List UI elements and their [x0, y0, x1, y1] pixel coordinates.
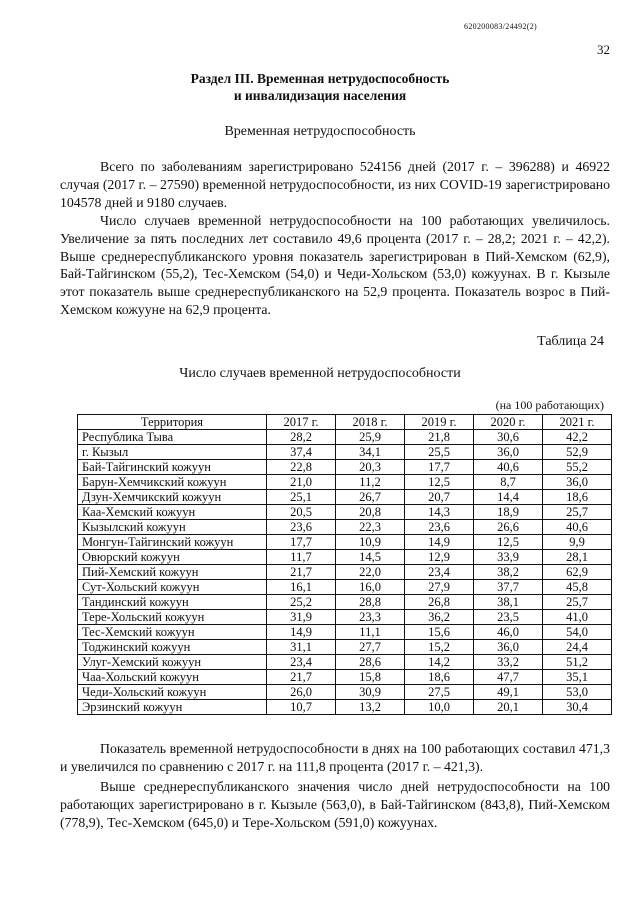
- table-row: [78, 610, 612, 625]
- value-cell: 23,4: [267, 655, 336, 670]
- territory-cell: Тоджинский кожуун: [78, 640, 267, 655]
- value-cell: 38,2: [474, 565, 543, 580]
- value-cell: 16,0: [336, 580, 405, 595]
- table-header-row: [78, 415, 612, 430]
- table-row: [78, 505, 612, 520]
- value-cell: 11,2: [336, 475, 405, 490]
- table-row: [78, 625, 612, 640]
- value-cell: 14,2: [405, 655, 474, 670]
- value-cell: 40,6: [474, 460, 543, 475]
- value-cell: 15,8: [336, 670, 405, 685]
- value-cell: 26,7: [336, 490, 405, 505]
- value-cell: 22,8: [267, 460, 336, 475]
- value-cell: 30,6: [474, 430, 543, 445]
- territory-cell: Каа-Хемский кожуун: [78, 505, 267, 520]
- page-number: 32: [597, 42, 610, 57]
- value-cell: 12,5: [474, 535, 543, 550]
- value-cell: 30,4: [543, 700, 612, 715]
- value-cell: 27,9: [405, 580, 474, 595]
- paragraph-days-indicator: Показатель временной нетрудоспособности в днях на 100 работающих составил 471,3 и увеличился по сравнению с 2017 г. на 111,8 процента (2017 г. – 421,3).: [60, 741, 610, 774]
- header-year: 2017 г.: [267, 415, 336, 430]
- value-cell: 41,0: [543, 610, 612, 625]
- table-row: [78, 535, 612, 550]
- section-title: [0, 70, 640, 104]
- value-cell: 31,1: [267, 640, 336, 655]
- value-cell: 23,5: [474, 610, 543, 625]
- value-cell: 23,6: [405, 520, 474, 535]
- value-cell: 14,9: [267, 625, 336, 640]
- value-cell: 25,2: [267, 595, 336, 610]
- territory-cell: Овюрский кожуун: [78, 550, 267, 565]
- value-cell: 21,8: [405, 430, 474, 445]
- territory-cell: Эрзинский кожуун: [78, 700, 267, 715]
- section-title-line-2: и инвалидизация населения: [233, 88, 407, 103]
- value-cell: 25,7: [543, 505, 612, 520]
- territory-cell: Тере-Хольский кожуун: [78, 610, 267, 625]
- territory-cell: Тес-Хемский кожуун: [78, 625, 267, 640]
- value-cell: 25,1: [267, 490, 336, 505]
- value-cell: 14,3: [405, 505, 474, 520]
- value-cell: 27,7: [336, 640, 405, 655]
- subsection-title: Временная нетрудоспособность: [224, 124, 416, 139]
- value-cell: 23,3: [336, 610, 405, 625]
- value-cell: 49,1: [474, 685, 543, 700]
- value-cell: 24,4: [543, 640, 612, 655]
- value-cell: 11,7: [267, 550, 336, 565]
- value-cell: 21,7: [267, 670, 336, 685]
- value-cell: 13,2: [336, 700, 405, 715]
- header-year: 2019 г.: [405, 415, 474, 430]
- value-cell: 33,2: [474, 655, 543, 670]
- value-cell: 36,0: [474, 445, 543, 460]
- paragraph-days-above-average: Выше среднереспубликанского значения число дней нетрудоспособности на 100 работающих зарегистрировано в г. Кызыле (563,0), в Бай-Тайгинском (843,8), Пий-Хемском (778,9), Тес-Хемском (645,0) и Тере-Хольском (591,0) кожуунах.: [60, 779, 610, 830]
- value-cell: 34,1: [336, 445, 405, 460]
- value-cell: 16,1: [267, 580, 336, 595]
- value-cell: 26,6: [474, 520, 543, 535]
- value-cell: 31,9: [267, 610, 336, 625]
- territory-cell: Барун-Хемчикский кожуун: [78, 475, 267, 490]
- value-cell: 35,1: [543, 670, 612, 685]
- value-cell: 22,3: [336, 520, 405, 535]
- table-row: [78, 475, 612, 490]
- table-row: [78, 640, 612, 655]
- value-cell: 14,4: [474, 490, 543, 505]
- value-cell: 33,9: [474, 550, 543, 565]
- value-cell: 9,9: [543, 535, 612, 550]
- table-row: [78, 700, 612, 715]
- territory-cell: Бай-Тайгинский кожуун: [78, 460, 267, 475]
- value-cell: 21,7: [267, 565, 336, 580]
- paragraph-total-cases: Всего по заболеваниям зарегистрировано 524156 дней (2017 г. – 396288) и 46922 случая (2017 г. – 27590) временной нетрудоспособности, из них COVID-19 зарегистрировано 104578 дней и 9180 случаев.: [60, 159, 610, 210]
- value-cell: 53,0: [543, 685, 612, 700]
- table-units: (на 100 работающих): [495, 398, 604, 412]
- document-id: 620200083/24492(2): [464, 22, 537, 31]
- table-label: Таблица 24: [537, 334, 604, 349]
- section-title-line-1: Раздел III. Временная нетрудоспособность: [190, 71, 450, 86]
- value-cell: 28,1: [543, 550, 612, 565]
- header-territory: Территория: [78, 415, 267, 430]
- value-cell: 38,1: [474, 595, 543, 610]
- table-row: [78, 670, 612, 685]
- value-cell: 40,6: [543, 520, 612, 535]
- territory-cell: Кызылский кожуун: [78, 520, 267, 535]
- value-cell: 15,2: [405, 640, 474, 655]
- value-cell: 25,9: [336, 430, 405, 445]
- value-cell: 54,0: [543, 625, 612, 640]
- value-cell: 23,6: [267, 520, 336, 535]
- value-cell: 20,7: [405, 490, 474, 505]
- value-cell: 37,4: [267, 445, 336, 460]
- value-cell: 10,7: [267, 700, 336, 715]
- value-cell: 10,0: [405, 700, 474, 715]
- value-cell: 52,9: [543, 445, 612, 460]
- table-row: [78, 445, 612, 460]
- value-cell: 46,0: [474, 625, 543, 640]
- value-cell: 17,7: [267, 535, 336, 550]
- territory-cell: Пий-Хемский кожуун: [78, 565, 267, 580]
- territory-cell: Чаа-Хольский кожуун: [78, 670, 267, 685]
- value-cell: 20,3: [336, 460, 405, 475]
- value-cell: 51,2: [543, 655, 612, 670]
- table-row: [78, 520, 612, 535]
- value-cell: 28,6: [336, 655, 405, 670]
- cases-table: [77, 414, 612, 715]
- value-cell: 45,8: [543, 580, 612, 595]
- value-cell: 36,0: [543, 475, 612, 490]
- table-row: [78, 565, 612, 580]
- value-cell: 15,6: [405, 625, 474, 640]
- value-cell: 36,2: [405, 610, 474, 625]
- value-cell: 55,2: [543, 460, 612, 475]
- header-year: 2018 г.: [336, 415, 405, 430]
- table-caption: Число случаев временной нетрудоспособности: [179, 366, 461, 381]
- header-year: 2021 г.: [543, 415, 612, 430]
- territory-cell: Тандинский кожуун: [78, 595, 267, 610]
- value-cell: 23,4: [405, 565, 474, 580]
- value-cell: 17,7: [405, 460, 474, 475]
- value-cell: 14,9: [405, 535, 474, 550]
- value-cell: 42,2: [543, 430, 612, 445]
- territory-cell: Чеди-Хольский кожуун: [78, 685, 267, 700]
- value-cell: 18,9: [474, 505, 543, 520]
- value-cell: 22,0: [336, 565, 405, 580]
- value-cell: 25,7: [543, 595, 612, 610]
- table-row: [78, 430, 612, 445]
- table-body: [78, 430, 612, 715]
- value-cell: 28,8: [336, 595, 405, 610]
- value-cell: 36,0: [474, 640, 543, 655]
- value-cell: 27,5: [405, 685, 474, 700]
- value-cell: 26,0: [267, 685, 336, 700]
- value-cell: 47,7: [474, 670, 543, 685]
- table-row: [78, 655, 612, 670]
- territory-cell: Сут-Хольский кожуун: [78, 580, 267, 595]
- value-cell: 21,0: [267, 475, 336, 490]
- table-row: [78, 685, 612, 700]
- value-cell: 8,7: [474, 475, 543, 490]
- table-row: [78, 490, 612, 505]
- paragraph-cases-increase: Число случаев временной нетрудоспособности на 100 работающих увеличилось. Увеличение за пять последних лет составило 49,6 процента (2017 г. – 28,2; 2021 г. – 42,2). Выше среднереспубликанского уровня показатель зарегистрирован в Пий-Хемском (62,9), Бай-Тайгинском (55,2), Тес-Хемском (54,0) и Чеди-Хольском (53,0) кожуунах. В г. Кызыле этот показатель выше среднереспубликанского на 52,9 процента. Показатель возрос в Пий-Хемском кожууне на 62,9 процента.: [60, 213, 610, 317]
- value-cell: 30,9: [336, 685, 405, 700]
- value-cell: 10,9: [336, 535, 405, 550]
- value-cell: 14,5: [336, 550, 405, 565]
- value-cell: 18,6: [405, 670, 474, 685]
- value-cell: 37,7: [474, 580, 543, 595]
- value-cell: 18,6: [543, 490, 612, 505]
- value-cell: 26,8: [405, 595, 474, 610]
- table-row: [78, 550, 612, 565]
- value-cell: 20,1: [474, 700, 543, 715]
- value-cell: 11,1: [336, 625, 405, 640]
- territory-cell: Дзун-Хемчикский кожуун: [78, 490, 267, 505]
- value-cell: 12,5: [405, 475, 474, 490]
- value-cell: 25,5: [405, 445, 474, 460]
- value-cell: 28,2: [267, 430, 336, 445]
- value-cell: 12,9: [405, 550, 474, 565]
- value-cell: 62,9: [543, 565, 612, 580]
- value-cell: 20,5: [267, 505, 336, 520]
- table-row: [78, 595, 612, 610]
- territory-cell: г. Кызыл: [78, 445, 267, 460]
- header-year: 2020 г.: [474, 415, 543, 430]
- territory-cell: Улуг-Хемский кожуун: [78, 655, 267, 670]
- table-row: [78, 580, 612, 595]
- territory-cell: Республика Тыва: [78, 430, 267, 445]
- value-cell: 20,8: [336, 505, 405, 520]
- territory-cell: Монгун-Тайгинский кожуун: [78, 535, 267, 550]
- table-row: [78, 460, 612, 475]
